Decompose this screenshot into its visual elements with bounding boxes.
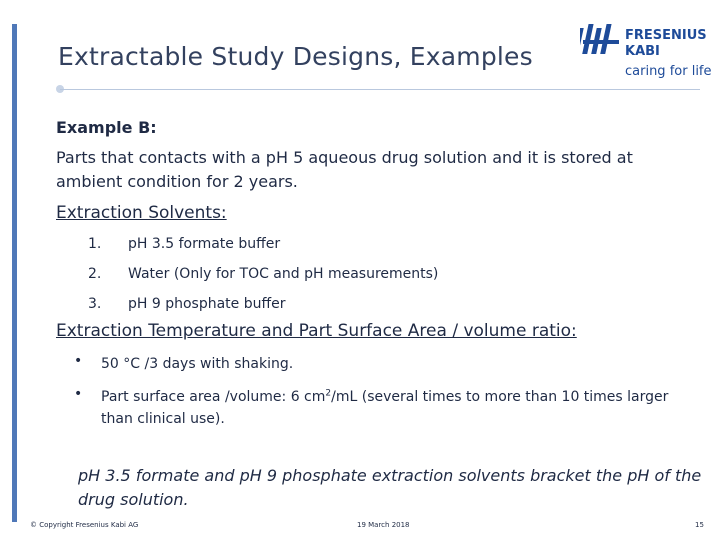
footer-date: 19 March 2018 <box>357 521 410 529</box>
list-item-text: pH 3.5 formate buffer <box>128 236 281 252</box>
logo-wordmark <box>625 28 707 60</box>
example-description: Parts that contacts with a pH 5 aqueous drug solution and it is stored at ambient condition for 2 years. <box>56 148 633 191</box>
logo-tagline: caring for life <box>625 64 712 79</box>
list-item-number: 3. <box>88 296 102 312</box>
superscript-2: 2 <box>325 388 332 399</box>
example-heading: Example B: <box>56 118 157 137</box>
conclusion-statement: pH 3.5 formate and pH 9 phosphate extraction solvents bracket the pH of the drug solution. <box>78 466 702 509</box>
bullet-icon: • <box>74 386 83 402</box>
left-accent-bar <box>12 24 17 522</box>
bullet-icon: • <box>74 353 83 369</box>
list-item-number: 2. <box>88 266 102 282</box>
list-item-text: Water (Only for TOC and pH measurements) <box>128 266 439 282</box>
condition-text-part: Part surface area /volume: 6 cm <box>101 389 326 405</box>
footer-copyright: © Copyright Fresenius Kabi AG <box>30 521 139 529</box>
conditions-heading: Extraction Temperature and Part Surface Area / volume ratio: <box>56 321 577 341</box>
condition-text <box>101 386 691 430</box>
slide-title: Extractable Study Designs, Examples <box>58 42 533 71</box>
logo-name-line2: KABI <box>625 44 660 59</box>
solvents-heading: Extraction Solvents: <box>56 203 227 223</box>
condition-text: 50 °C /3 days with shaking. <box>101 356 294 372</box>
footer-page-number: 15 <box>695 521 704 529</box>
title-rule <box>60 89 700 90</box>
condition-text-part: /mL (several times to more than 10 times larger than clinical use). <box>101 389 669 427</box>
list-item-text: pH 9 phosphate buffer <box>128 296 286 312</box>
list-item-number: 1. <box>88 236 102 252</box>
logo-name-line1: FRESENIUS <box>625 28 707 43</box>
